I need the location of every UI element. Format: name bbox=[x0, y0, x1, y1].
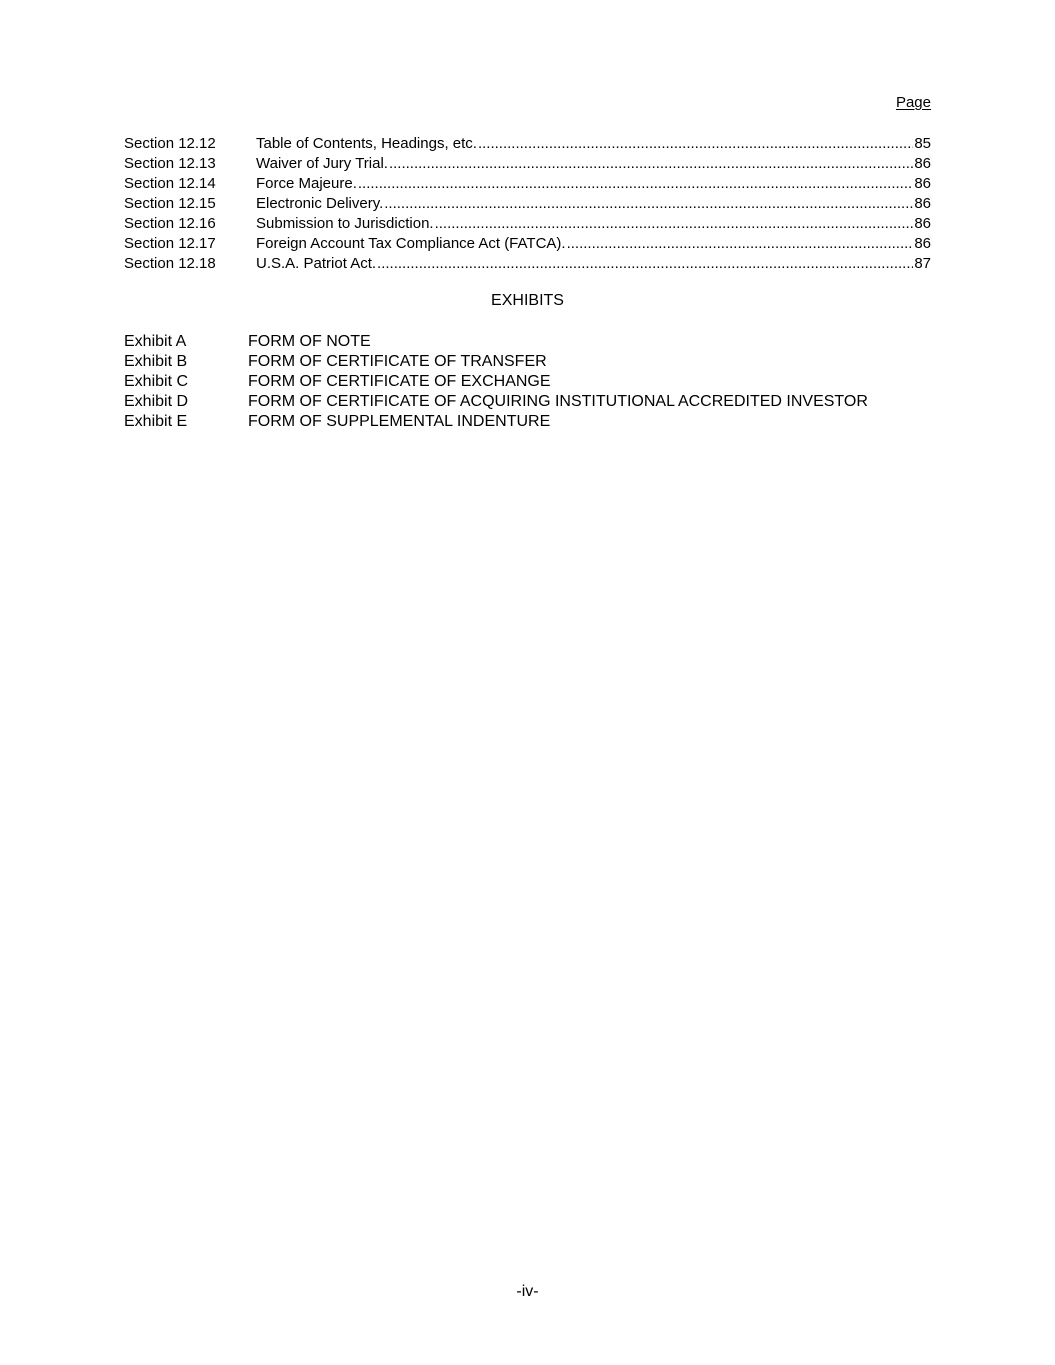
toc-page-number: 85 bbox=[914, 135, 931, 152]
toc-entry bbox=[124, 154, 931, 174]
toc-entry bbox=[124, 214, 931, 234]
exhibit-title: FORM OF SUPPLEMENTAL INDENTURE bbox=[248, 413, 551, 430]
toc-section-number: Section 12.14 bbox=[124, 175, 216, 192]
exhibit-entry bbox=[124, 412, 868, 432]
exhibit-entry bbox=[124, 372, 868, 392]
toc-page-number: 86 bbox=[914, 175, 931, 192]
toc-page-number: 86 bbox=[914, 155, 931, 172]
exhibit-label: Exhibit A bbox=[124, 333, 187, 350]
toc-section-number: Section 12.13 bbox=[124, 155, 216, 172]
exhibit-title: FORM OF CERTIFICATE OF EXCHANGE bbox=[248, 373, 551, 390]
toc-section-title: Table of Contents, Headings, etc. bbox=[256, 135, 477, 152]
exhibit-entry bbox=[124, 392, 868, 412]
toc-entry bbox=[124, 194, 931, 214]
toc-section-number: Section 12.15 bbox=[124, 195, 216, 212]
toc-section-title: Electronic Delivery. bbox=[256, 195, 384, 212]
toc-dot-leader bbox=[389, 154, 913, 174]
toc-section-title: U.S.A. Patriot Act. bbox=[256, 255, 377, 272]
toc-section-number: Section 12.17 bbox=[124, 235, 216, 252]
toc-section-number: Section 12.16 bbox=[124, 215, 216, 232]
table-of-contents bbox=[124, 134, 931, 274]
toc-dot-leader bbox=[358, 174, 913, 194]
toc-section-title: Waiver of Jury Trial. bbox=[256, 155, 388, 172]
exhibit-label: Exhibit D bbox=[124, 393, 189, 410]
exhibit-entry bbox=[124, 352, 868, 372]
exhibit-label: Exhibit B bbox=[124, 353, 188, 370]
exhibits-heading: EXHIBITS bbox=[491, 292, 564, 309]
toc-section-title: Foreign Account Tax Compliance Act (FATCA). bbox=[256, 235, 566, 252]
toc-section-title: Force Majeure. bbox=[256, 175, 357, 192]
exhibit-label: Exhibit E bbox=[124, 413, 188, 430]
toc-entry bbox=[124, 174, 931, 194]
toc-dot-leader bbox=[435, 214, 914, 234]
exhibit-entry bbox=[124, 332, 868, 352]
exhibit-title: FORM OF CERTIFICATE OF ACQUIRING INSTITUTIONAL ACCREDITED INVESTOR bbox=[248, 393, 868, 410]
exhibit-label: Exhibit C bbox=[124, 373, 189, 390]
page-number-footer: -iv- bbox=[516, 1283, 539, 1300]
toc-page-number: 86 bbox=[914, 195, 931, 212]
toc-dot-leader bbox=[384, 194, 913, 214]
toc-entry bbox=[124, 234, 931, 254]
toc-page-number: 86 bbox=[914, 215, 931, 232]
exhibits-list bbox=[124, 332, 868, 432]
toc-dot-leader bbox=[478, 134, 913, 154]
toc-entry bbox=[124, 254, 931, 274]
toc-section-title: Submission to Jurisdiction. bbox=[256, 215, 434, 232]
toc-dot-leader bbox=[377, 254, 913, 274]
toc-section-number: Section 12.18 bbox=[124, 255, 216, 272]
page-column-label: Page bbox=[895, 94, 931, 111]
exhibit-title: FORM OF NOTE bbox=[248, 333, 371, 350]
exhibit-title: FORM OF CERTIFICATE OF TRANSFER bbox=[248, 353, 547, 370]
toc-section-number: Section 12.12 bbox=[124, 135, 216, 152]
toc-entry bbox=[124, 134, 931, 154]
toc-page-number: 87 bbox=[914, 255, 931, 272]
toc-dot-leader bbox=[567, 234, 914, 254]
toc-page-number: 86 bbox=[914, 235, 931, 252]
